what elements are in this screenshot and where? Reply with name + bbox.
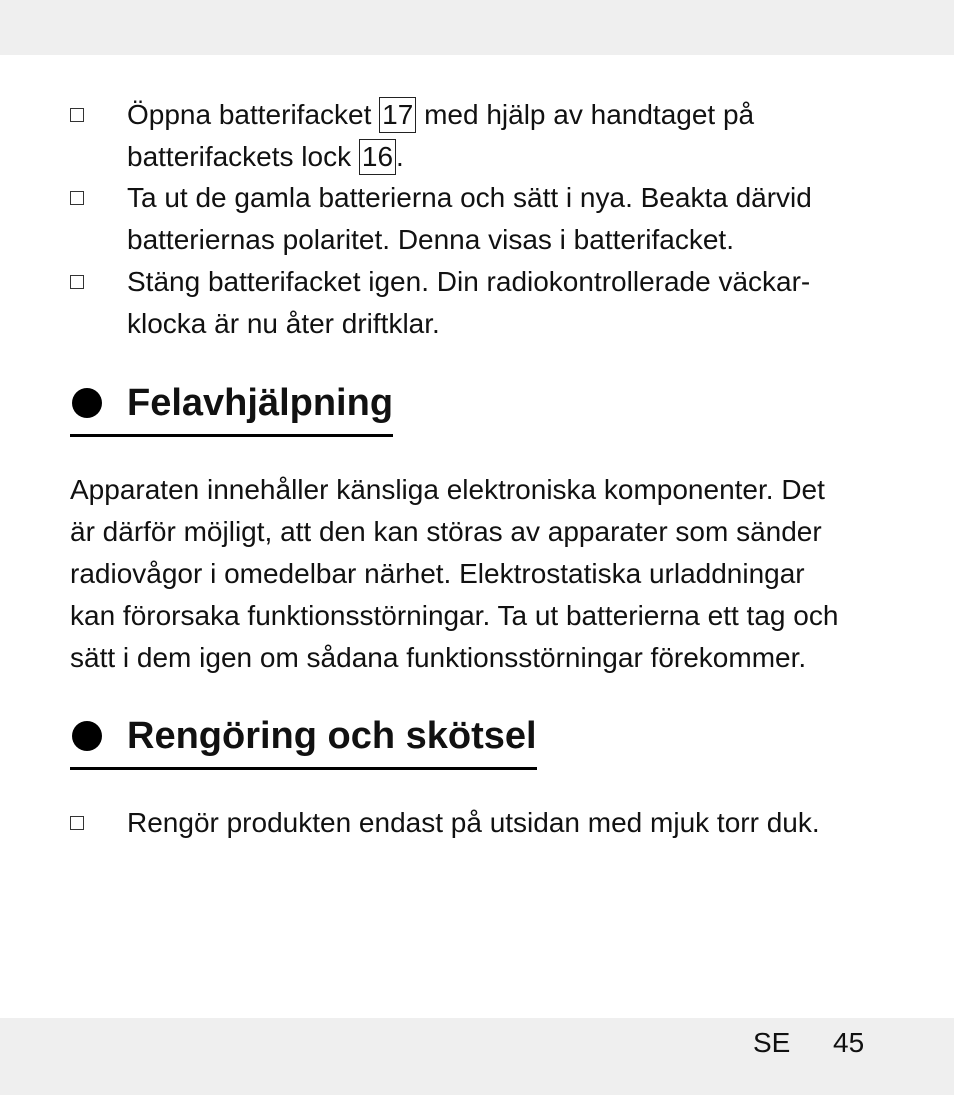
bullet-dot-icon — [72, 388, 102, 418]
list-item — [70, 261, 890, 345]
list-item — [70, 94, 890, 178]
section-title: Rengöring och skötsel — [127, 715, 537, 757]
reference-number-box: 17 — [379, 97, 416, 133]
page-number: 45 — [833, 1027, 865, 1058]
bullet-dot-icon — [72, 721, 102, 751]
checkbox-bullet — [70, 108, 84, 122]
list-item — [70, 802, 890, 844]
checkbox-bullet — [70, 816, 84, 830]
section-heading-troubleshooting — [70, 380, 393, 437]
list-item-text: Ta ut de gamla batterierna och sätt i nya. Beakta därvid batteriernas polaritet. Denna visas i batterifacket. — [127, 182, 812, 255]
list-item — [70, 177, 890, 261]
heading-underline — [70, 767, 537, 770]
section-heading-cleaning — [70, 713, 537, 770]
list-item-text: Öppna batterifacket 17 med hjälp av handtaget på batterifackets lock 16 . — [127, 94, 890, 178]
checkbox-bullet — [70, 275, 84, 289]
list-item-text: Stäng batterifacket igen. Din radiokontrollerade väckar- klocka är nu åter driftklar. — [127, 266, 811, 339]
troubleshooting-paragraph: Apparaten innehåller känsliga elektroniska komponenter. Det är därför möjligt, att den kan störas av apparater som sänder radiovågor i omedelbar närhet. Elektrostatiska urladdningar kan förorsaka funktionsstörningar. Ta ut batterierna ett tag och sätt i dem igen om sådana funktionsstörningar förekommer. — [70, 474, 839, 673]
heading-underline — [70, 434, 393, 437]
list-item-text: Rengör produkten endast på utsidan med mjuk torr duk. — [127, 807, 820, 838]
footer-band — [0, 1018, 954, 1095]
checkbox-bullet — [70, 191, 84, 205]
reference-number-box: 16 — [359, 139, 396, 175]
header-band — [0, 0, 954, 55]
footer-language-code: SE — [753, 1027, 791, 1058]
section-title: Felavhjälpning — [127, 382, 394, 424]
